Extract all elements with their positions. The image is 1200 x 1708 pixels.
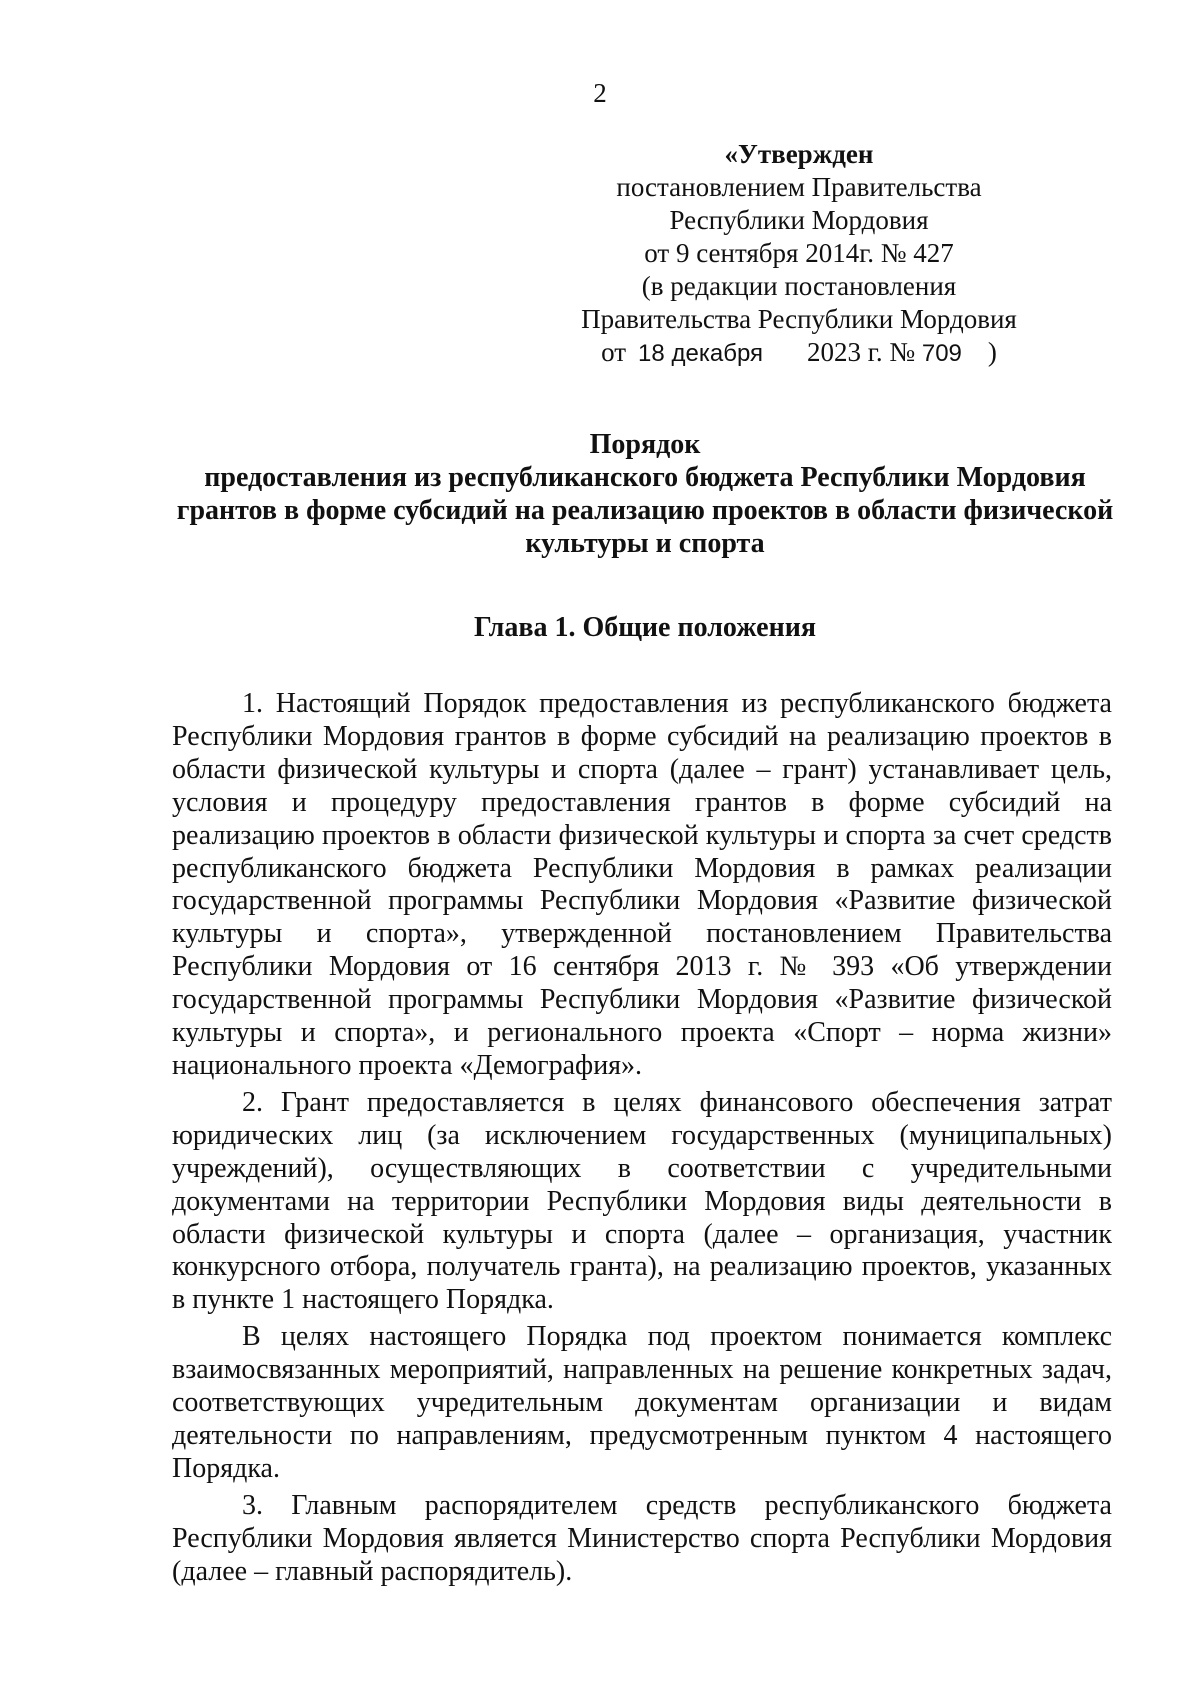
title-line: культуры и спорта [525, 528, 765, 559]
paragraph: 1. Настоящий Порядок предоставления из республиканского бюджета Республики Мордовия грантов в форме субсидий на реализацию проектов в области физической культуры и спорта (далее – грант) устанавливает цель, условия и процедуру предоставления грантов в форме субсидий на реализацию проектов в области физической культуры и спорта за счет средств республиканского бюджета Республики Мордовия в рамках реализации государственной программы Республики Мордовия «Развитие физической культуры и спорта», утвержденной постановлением Правительства Республики Мордовия от 16 сентября 2013 г. № 393 «Об утверждении государственной программы Республики Мордовия «Развитие физической культуры и спорта», и регионального проекта «Спорт – норма жизни» национального проекта «Демография». [172, 688, 1112, 1081]
date-day: 18 [638, 340, 665, 367]
date-close: ) [987, 337, 997, 367]
date-number: 709 [921, 340, 962, 367]
page-number: 2 [593, 78, 607, 108]
paragraph: 2. Грант предоставляется в целях финансового обеспечения затрат юридических лиц (за исключением государственных (муниципальных) учреждений), осуществляющих в соответствии с учредительными документами на территории Республики Мордовия виды деятельности в области физической культуры и спорта (далее – организация, участник конкурсного отбора, получатель гранта), на реализацию проектов, указанных в пункте 1 настоящего Порядка. [172, 1086, 1112, 1316]
approval-line: постановлением Правительства [616, 172, 982, 202]
approval-line: от 9 сентября 2014г. № 427 [644, 238, 954, 268]
paragraph: В целях настоящего Порядка под проектом понимается комплекс взаимосвязанных мероприятий, направленных на решение конкретных задач, соответствующих учредительным документам организации и видам деятельности по направлениям, предусмотренным пунктом 4 настоящего Порядка. [172, 1321, 1112, 1484]
paragraph: 3. Главным распорядителем средств республиканского бюджета Республики Мордовия является Министерство спорта Республики Мордовия (далее – главный распорядитель). [172, 1489, 1112, 1587]
title-heading: Порядок [589, 429, 701, 460]
approval-line: (в редакции постановления [641, 271, 957, 301]
approval-date-line [540, 336, 1058, 370]
date-month: декабря [671, 340, 764, 367]
document-body [172, 688, 1112, 1592]
title-line: грантов в форме субсидий на реализацию проектов в области физической [176, 495, 1114, 526]
chapter-heading: Глава 1. Общие положения [473, 612, 816, 643]
approval-line: Правительства Республики Мордовия [581, 304, 1017, 334]
approval-heading: «Утвержден [724, 139, 874, 169]
approval-line: Республики Мордовия [669, 205, 929, 235]
date-year: 2023 г. № [807, 337, 916, 367]
document-title [150, 428, 1140, 560]
approval-stamp [540, 138, 1058, 370]
title-line: предоставления из республиканского бюджета Республики Мордовия [204, 462, 1086, 493]
date-prefix: от [601, 337, 627, 367]
